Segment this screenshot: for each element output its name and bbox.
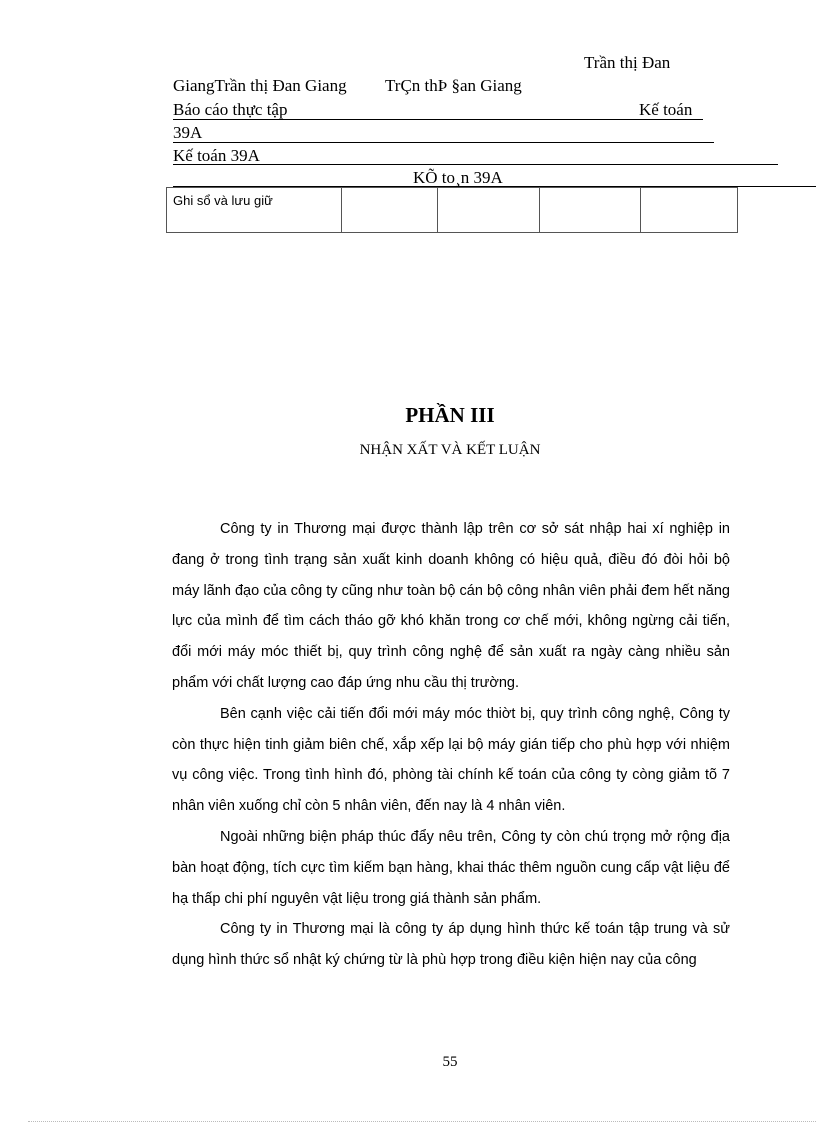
section-title: PHẦN III [405,403,495,427]
record-table [166,187,738,233]
body-text [172,514,730,976]
paragraph: Công ty in Thương mại được thành lập trên cơ sở sát nhập hai xí nghiệp in đang ở trong tình trạng sản xuất kinh doanh không có hiệu quả, điều đó đòi hỏi bộ máy lãnh đạo của công ty cũng như toàn bộ cán bộ công nhân viên phải đem hết năng lực của mình để tìm cách tháo gỡ khó khăn trong cơ chế mới, không ngừng cải tiến, đổi mới máy móc thiết bị, quy trình công nghệ để sản xuất ra ngày càng nhiều sản phẩm với chất lượng cao đáp ứng nhu cầu thị trường. [172,521,730,691]
header-department-label: Kế toán [639,100,693,119]
header-encoded-label: KÕ to¸n 39A [413,168,503,187]
table-cell-label: Ghi sổ và lưu giữ [173,193,273,208]
header-class-label: Kế toán 39A [173,146,260,165]
header-rule-1 [173,119,703,120]
header-line-1: Trần thị Đan [584,53,671,72]
header-line-2b: TrÇn thÞ §an Giang [385,76,522,95]
table-cell [438,188,540,233]
table-cell [540,188,641,233]
section-subtitle: NHẬN XẤT VÀ KẾT LUẬN [359,442,541,458]
table-cell [641,188,738,233]
header-report-label: Báo cáo thực tập [173,100,288,119]
table-cell [342,188,438,233]
page-bottom-edge [28,1121,816,1122]
table-cell [167,188,342,233]
header-line-2a: GiangTrần thị Đan Giang [173,76,347,95]
header-class-code: 39A [173,123,203,142]
paragraph: Ngoài những biện pháp thúc đẩy nêu trên, Công ty còn chú trọng mở rộng địa bàn hoạt động, tích cực tìm kiếm bạn hàng, khai thác thêm nguồn cung cấp vật liệu để hạ thấp chi phí nguyên vật liệu trong giá thành sản phẩm. [172,828,730,907]
header-rule-2 [173,142,714,143]
table-row [167,188,738,233]
page-number: 55 [442,1054,458,1070]
header-rule-3 [173,164,778,165]
paragraph: Công ty in Thương mại là công ty áp dụng hình thức kế toán tập trung và sử dụng hình thức sổ nhật ký chứng từ là phù hợp trong điều kiện hiện nay của công [172,921,730,969]
paragraph: Bên cạnh việc cải tiến đổi mới máy móc thiờt bị, quy trình công nghệ, Công ty còn thực hiện tinh giảm biên chế, xắp xếp lại bộ máy gián tiếp cho phù hợp với nhiệm vụ công việc. Trong tình hình đó, phòng tài chính kế toán của công ty còng giảm tõ 7 nhân viên xuống chỉ còn 5 nhân viên, đến nay là 4 nhân viên. [172,705,730,815]
